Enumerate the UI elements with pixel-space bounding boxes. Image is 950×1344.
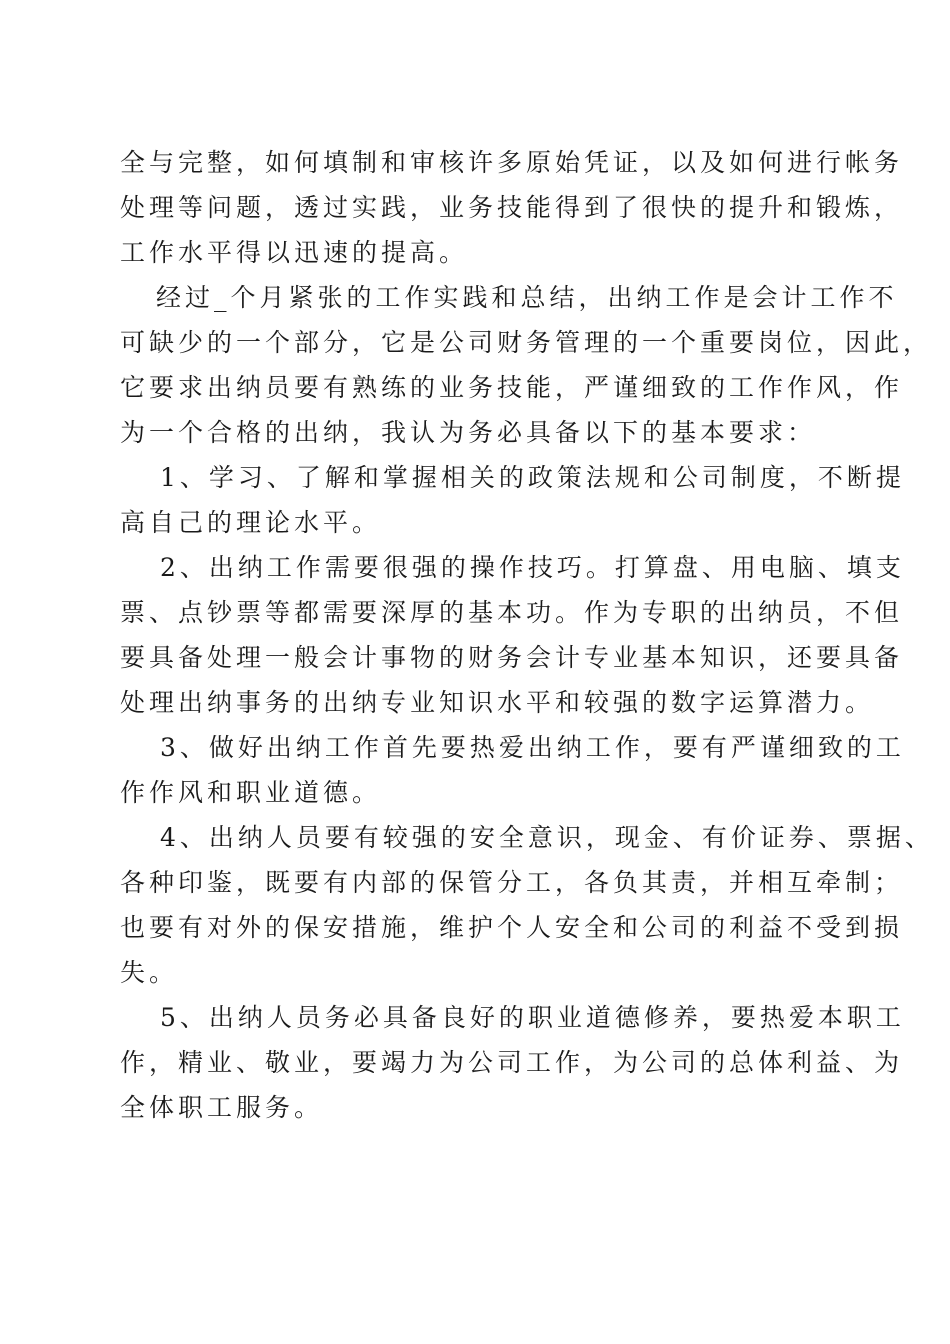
text-line: 票、点钞票等都需要深厚的基本功。作为专职的出纳员，不但	[120, 598, 904, 627]
text-line: 为一个合格的出纳，我认为务必具备以下的基本要求：	[120, 418, 817, 447]
paragraph-item-3	[120, 725, 905, 815]
text-line: 也要有对外的保安措施，维护个人安全和公司的利益不受到损	[120, 913, 904, 942]
paragraph-item-1	[120, 455, 905, 545]
text-line: 各种印鉴，既要有内部的保管分工，各负其责，并相互牵制；	[120, 868, 904, 897]
text-line: 1、学习、了解和掌握相关的政策法规和公司制度，不断提	[160, 463, 905, 492]
text-line: 2、出纳工作需要很强的操作技巧。打算盘、用电脑、填支	[160, 553, 905, 582]
paragraph-item-5	[120, 995, 905, 1130]
text-line: 可缺少的一个部分，它是公司财务管理的一个重要岗位，因此，	[120, 328, 933, 357]
text-line: 处理出纳事务的出纳专业知识水平和较强的数字运算潜力。	[120, 688, 875, 717]
text-line: 4、出纳人员要有较强的安全意识，现金、有价证券、票据、	[160, 823, 934, 852]
document-body	[120, 140, 934, 1130]
text-line: 工作水平得以迅速的提高。	[120, 238, 469, 267]
text-line: 经过_个月紧张的工作实践和总结，出纳工作是会计工作不	[156, 283, 898, 312]
text-line: 作，精业、敬业，要竭力为公司工作，为公司的总体利益、为	[120, 1048, 904, 1077]
text-line: 处理等问题，透过实践，业务技能得到了很快的提升和锻炼，	[120, 193, 904, 222]
paragraph-item-2	[120, 545, 905, 725]
paragraph-item-4	[120, 815, 934, 995]
text-line: 要具备处理一般会计事物的财务会计专业基本知识，还要具备	[120, 643, 904, 672]
text-line: 失。	[120, 958, 179, 987]
text-line: 高自己的理论水平。	[120, 508, 382, 537]
text-line: 3、做好出纳工作首先要热爱出纳工作，要有严谨细致的工	[160, 733, 905, 762]
text-line: 作作风和职业道德。	[120, 778, 382, 807]
paragraph-intro-continuation	[120, 140, 904, 275]
text-line: 5、出纳人员务必具备良好的职业道德修养，要热爱本职工	[160, 1003, 905, 1032]
text-line: 全与完整，如何填制和审核许多原始凭证，以及如何进行帐务	[120, 148, 904, 177]
paragraph-summary	[120, 275, 933, 455]
text-line: 它要求出纳员要有熟练的业务技能，严谨细致的工作作风，作	[120, 373, 904, 402]
text-line: 全体职工服务。	[120, 1093, 324, 1122]
